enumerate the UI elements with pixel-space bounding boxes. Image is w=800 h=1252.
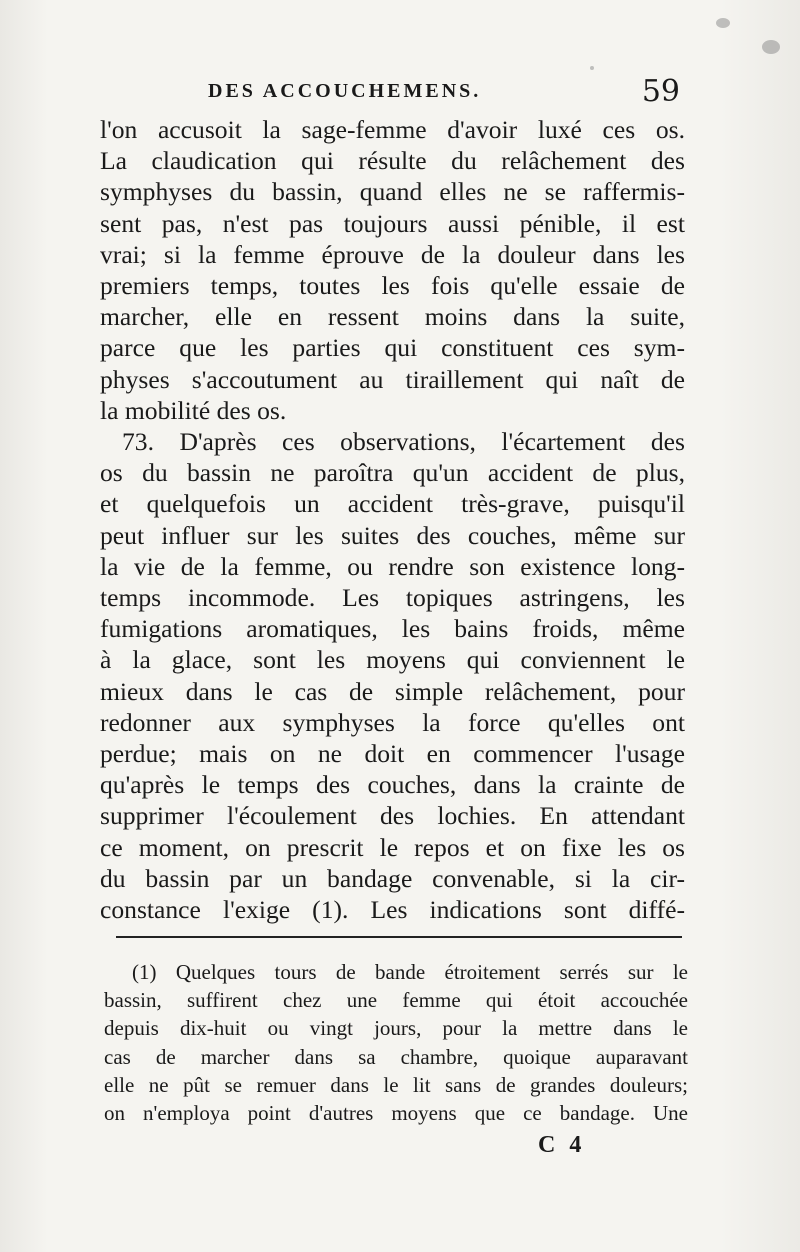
text-line: physes s'accoutument au tiraillement qui naît de bbox=[100, 364, 685, 394]
footnote-line: on n'employa point d'autres moyens que ce bandage. Une bbox=[104, 1101, 688, 1126]
signature-mark: C 4 bbox=[538, 1132, 586, 1158]
text-line: l'on accusoit la sage-femme d'avoir luxé ces os. bbox=[100, 115, 685, 144]
text-line: à la glace, sont les moyens qui conviennent le bbox=[100, 645, 685, 675]
text-line: du bassin par un bandage convenable, si la cir- bbox=[100, 863, 685, 893]
text-line: fumigations aromatiques, les bains froids, même bbox=[100, 614, 685, 644]
text-line: constance l'exige (1). Les indications sont diffé- bbox=[100, 895, 685, 925]
footnote-line: elle ne pût se remuer dans le lit sans de grandes douleurs; bbox=[104, 1072, 688, 1097]
text-line: mieux dans le cas de simple relâchement, pour bbox=[100, 676, 685, 706]
footnote-line: cas de marcher dans sa chambre, quoique auparavant bbox=[104, 1044, 688, 1069]
text-line: perdue; mais on ne doit en commencer l'usage bbox=[100, 739, 685, 769]
text-line: symphyses du bassin, quand elles ne se raffermis- bbox=[100, 177, 685, 207]
text-line: marcher, elle en ressent moins dans la suite, bbox=[100, 302, 685, 332]
paper-speck bbox=[716, 18, 730, 28]
text-line: ce moment, on prescrit le repos et on fixe les os bbox=[100, 832, 685, 862]
text-line: os du bassin ne paroîtra qu'un accident de plus, bbox=[100, 458, 685, 488]
text-line: sent pas, n'est pas toujours aussi pénible, il est bbox=[100, 208, 685, 238]
text-line: vrai; si la femme éprouve de la douleur dans les bbox=[100, 239, 685, 269]
main-text bbox=[100, 114, 685, 925]
footnote-line: (1) Quelques tours de bande étroitement serrés sur le bbox=[132, 960, 688, 984]
paragraph-start-line: 73. D'après ces observations, l'écartement des bbox=[122, 427, 685, 457]
text-line: premiers temps, toutes les fois qu'elle essaie de bbox=[100, 271, 685, 301]
text-line: parce que les parties qui constituent ces sym- bbox=[100, 333, 685, 363]
footnote-line: bassin, suffirent chez une femme qui étoit accouchée bbox=[104, 988, 688, 1013]
page-number: 59 bbox=[641, 74, 680, 109]
paper-speck bbox=[762, 40, 780, 54]
text-line: redonner aux symphyses la force qu'elles ont bbox=[100, 707, 685, 737]
text-line: temps incommode. Les topiques astringens, les bbox=[100, 583, 685, 613]
text-line: et quelquefois un accident très-grave, puisqu'il bbox=[100, 489, 685, 519]
footnote-divider bbox=[116, 936, 682, 938]
text-line: la vie de la femme, ou rendre son existence long- bbox=[100, 551, 685, 581]
running-head: DES ACCOUCHEMENS. bbox=[208, 80, 482, 102]
paper-speck bbox=[590, 66, 594, 70]
text-line: peut influer sur les suites des couches, même sur bbox=[100, 520, 685, 550]
footnote bbox=[104, 958, 688, 1127]
text-line: supprimer l'écoulement des lochies. En attendant bbox=[100, 801, 685, 831]
text-line: qu'après le temps des couches, dans la crainte de bbox=[100, 770, 685, 800]
footnote-line: depuis dix-huit ou vingt jours, pour la mettre dans le bbox=[104, 1016, 688, 1041]
text-line: la mobilité des os. bbox=[100, 395, 287, 425]
page-header bbox=[100, 74, 680, 114]
text-line: La claudication qui résulte du relâchement des bbox=[100, 146, 685, 176]
